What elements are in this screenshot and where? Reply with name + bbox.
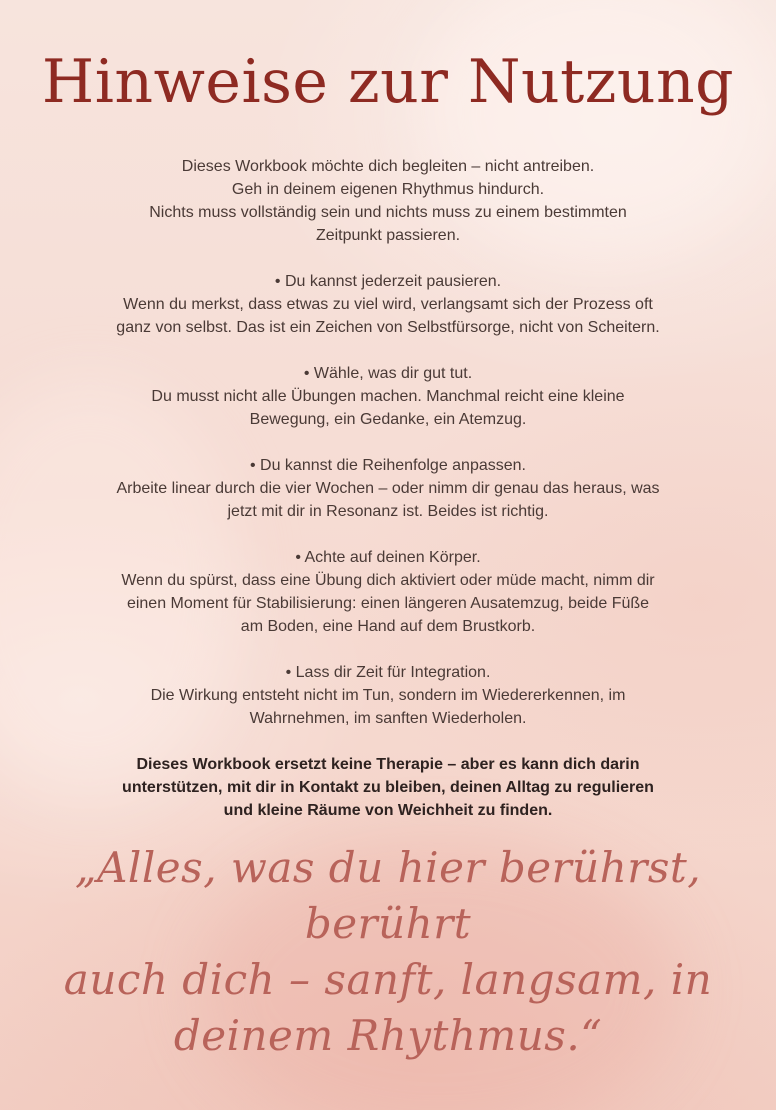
usage-notes [60, 155, 716, 845]
intro-line: Geh in deinem eigenen Rhythmus hindurch. [231, 181, 545, 198]
section-pause [60, 270, 716, 339]
closing-statement [60, 753, 716, 822]
section-line: Wahrnehmen, im sanften Wiederholen. [249, 710, 527, 727]
intro-line: Zeitpunkt passieren. [315, 227, 461, 244]
section-heading: • Wähle, was dir gut tut. [303, 365, 473, 382]
closing-line: Dieses Workbook ersetzt keine Therapie – aber es kann dich darin [136, 756, 640, 773]
quote-line: auch dich – sanft, langsam, in [63, 955, 713, 1004]
section-line: Du musst nicht alle Übungen machen. Manchmal reicht eine kleine [151, 388, 625, 405]
section-line: Wenn du spürst, dass eine Übung dich aktiviert oder müde macht, nimm dir [121, 572, 655, 589]
closing-line: und kleine Räume von Weichheit zu finden. [223, 802, 553, 819]
intro-line: Dieses Workbook möchte dich begleiten – nicht antreiben. [181, 158, 595, 175]
section-heading: • Lass dir Zeit für Integration. [285, 664, 491, 681]
closing-line: unterstützen, mit dir in Kontakt zu bleiben, deinen Alltag zu regulieren [122, 779, 654, 796]
section-line: Arbeite linear durch die vier Wochen – oder nimm dir genau das heraus, was [116, 480, 660, 497]
quote-line: deinem Rhythmus.“ [173, 1011, 603, 1060]
section-integration [60, 661, 716, 730]
section-line: ganz von selbst. Das ist ein Zeichen von Selbstfürsorge, nicht von Scheitern. [116, 319, 660, 336]
section-order [60, 454, 716, 523]
section-heading: • Du kannst die Reihenfolge anpassen. [249, 457, 526, 474]
handwritten-quote [40, 840, 736, 1064]
quote-line: „Alles, was du hier berührst, berührt [74, 843, 702, 948]
section-line: jetzt mit dir in Resonanz ist. Beides ist richtig. [227, 503, 549, 520]
intro-line: Nichts muss vollständig sein und nichts muss zu einem bestimmten [149, 204, 627, 221]
section-choose [60, 362, 716, 431]
section-line: Die Wirkung entsteht nicht im Tun, sondern im Wiedererkennen, im [150, 687, 626, 704]
section-body [60, 546, 716, 638]
section-heading: • Achte auf deinen Körper. [295, 549, 481, 566]
section-line: Wenn du merkst, dass etwas zu viel wird, verlangsamt sich der Prozess oft [123, 296, 653, 313]
page-title: Hinweise zur Nutzung [41, 47, 735, 117]
section-heading: • Du kannst jederzeit pausieren. [274, 273, 502, 290]
section-line: einen Moment für Stabilisierung: einen längeren Ausatemzug, beide Füße [126, 595, 650, 612]
section-line: am Boden, eine Hand auf dem Brustkorb. [240, 618, 536, 635]
intro-paragraph [60, 155, 716, 247]
section-line: Bewegung, ein Gedanke, ein Atemzug. [249, 411, 527, 428]
